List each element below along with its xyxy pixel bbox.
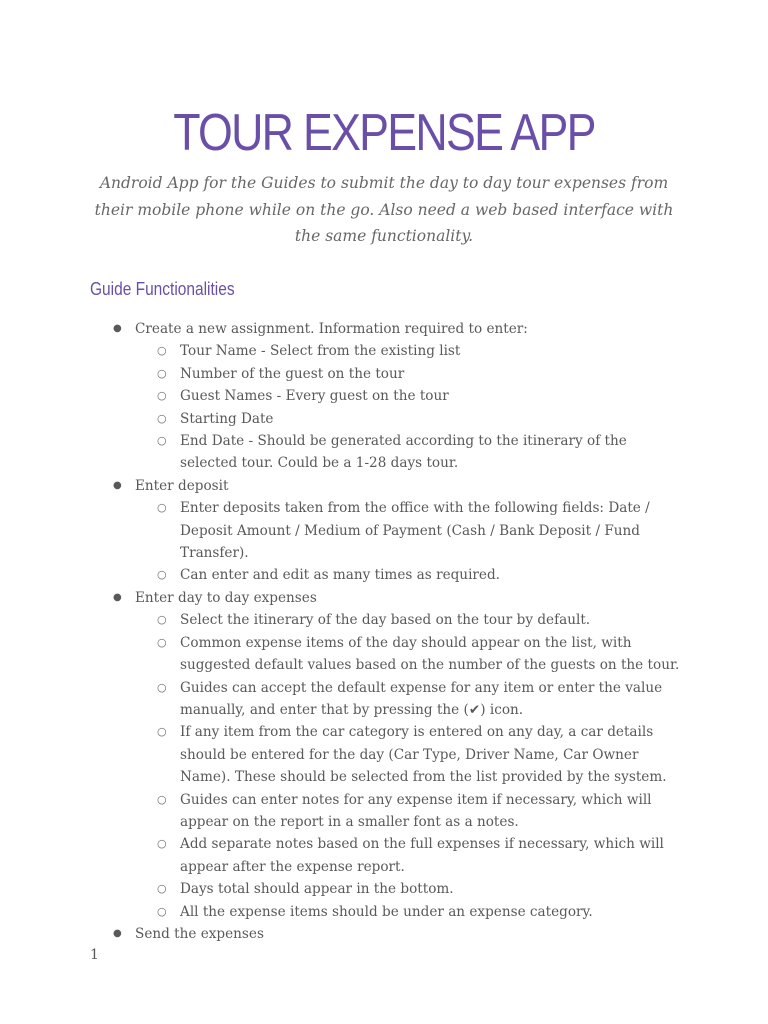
sub-list: [135, 609, 768, 923]
section-heading: Guide Functionalities: [90, 279, 235, 299]
hollow-bullet-icon: ○: [157, 792, 167, 806]
sub-list-item: [135, 789, 680, 834]
hollow-bullet-icon: ○: [157, 904, 167, 918]
sub-list-item-text: Guides can accept the default expense for any item or enter the value manually, and enter that by pressing the (✔) icon.: [180, 679, 663, 718]
hollow-bullet-icon: ○: [157, 613, 167, 627]
hollow-bullet-icon: ○: [157, 725, 167, 739]
sub-list-item-text: All the expense items should be under an expense category.: [180, 903, 593, 920]
sub-list-item: [135, 497, 680, 564]
sub-list-item: [135, 677, 680, 722]
list-item-text: Enter deposit: [135, 477, 229, 494]
hollow-bullet-icon: ○: [157, 434, 167, 448]
filled-bullet-icon: ●: [113, 479, 122, 491]
hollow-bullet-icon: ○: [157, 389, 167, 403]
hollow-bullet-icon: ○: [157, 837, 167, 851]
sub-list-item: [135, 609, 680, 631]
sub-list: [135, 340, 768, 474]
sub-list-item-text: Add separate notes based on the full expenses if necessary, which will appear after the expense report.: [180, 836, 664, 875]
sub-list-item: [135, 385, 680, 407]
sub-list-item: [135, 833, 680, 878]
sub-list-item: [135, 564, 680, 586]
sub-list-item: [135, 363, 680, 385]
hollow-bullet-icon: ○: [157, 882, 167, 896]
hollow-bullet-icon: ○: [157, 411, 167, 425]
sub-list-item-text: If any item from the car category is entered on any day, a car details should be entered for the day (Car Type, Driver Name, Car Owner Name). These should be selected from the list provided by the system.: [180, 724, 667, 786]
list-item-text: Send the expenses: [135, 925, 264, 942]
sub-list-item-text: End Date - Should be generated according to the itinerary of the selected tour. Could be a 1-28 days tour.: [180, 433, 627, 472]
hollow-bullet-icon: ○: [157, 366, 167, 380]
list-item: [0, 318, 768, 475]
sub-list-item-text: Can enter and edit as many times as required.: [180, 567, 500, 584]
sub-list-item: [135, 340, 680, 362]
list-item-text: Create a new assignment. Information required to enter:: [135, 321, 528, 337]
sub-list-item-text: Enter deposits taken from the office with the following fields: Date / Deposit Amount / Medium of Payment (Cash / Bank Deposit / Fund Transfer).: [180, 500, 650, 562]
hollow-bullet-icon: ○: [157, 344, 167, 358]
page-number: 1: [90, 947, 99, 963]
sub-list-item-text: Days total should appear in the bottom.: [180, 881, 454, 898]
sub-list: [135, 497, 768, 587]
list-item: [0, 587, 768, 923]
functionality-list: [0, 318, 768, 945]
sub-list-item-text: Guides can enter notes for any expense item if necessary, which will appear on the report in a smaller font as a notes.: [180, 791, 652, 830]
sub-list-item: [135, 721, 680, 788]
sub-list-item: [135, 430, 680, 475]
filled-bullet-icon: ●: [113, 323, 122, 334]
filled-bullet-icon: ●: [113, 927, 122, 939]
hollow-bullet-icon: ○: [157, 680, 167, 694]
hollow-bullet-icon: ○: [157, 568, 167, 582]
page-title: TOUR EXPENSE APP: [173, 104, 595, 162]
hollow-bullet-icon: ○: [157, 501, 167, 515]
sub-list-item: [135, 632, 680, 677]
sub-list-item: [135, 901, 680, 923]
list-item: [0, 475, 768, 587]
page-subtitle: Android App for the Guides to submit the day to day tour expenses from their mobile phone while on the go. Also need a web based interface with the same functionality.: [94, 174, 674, 245]
sub-list-item: [135, 408, 680, 430]
sub-list-item-text: Guest Names - Every guest on the tour: [180, 388, 449, 405]
filled-bullet-icon: ●: [113, 591, 122, 603]
list-item-text: Enter day to day expenses: [135, 589, 317, 606]
sub-list-item-text: Common expense items of the day should appear on the list, with suggested default values based on the number of the guests on the tour.: [180, 634, 680, 674]
sub-list-item-text: Tour Name - Select from the existing list: [180, 343, 461, 360]
list-item: [0, 923, 768, 945]
sub-list-item-text: Select the itinerary of the day based on the tour by default.: [180, 612, 591, 629]
sub-list-item: [135, 878, 680, 900]
sub-list-item-text: Starting Date: [180, 410, 274, 427]
hollow-bullet-icon: ○: [157, 635, 167, 649]
sub-list-item-text: Number of the guest on the tour: [180, 365, 405, 382]
